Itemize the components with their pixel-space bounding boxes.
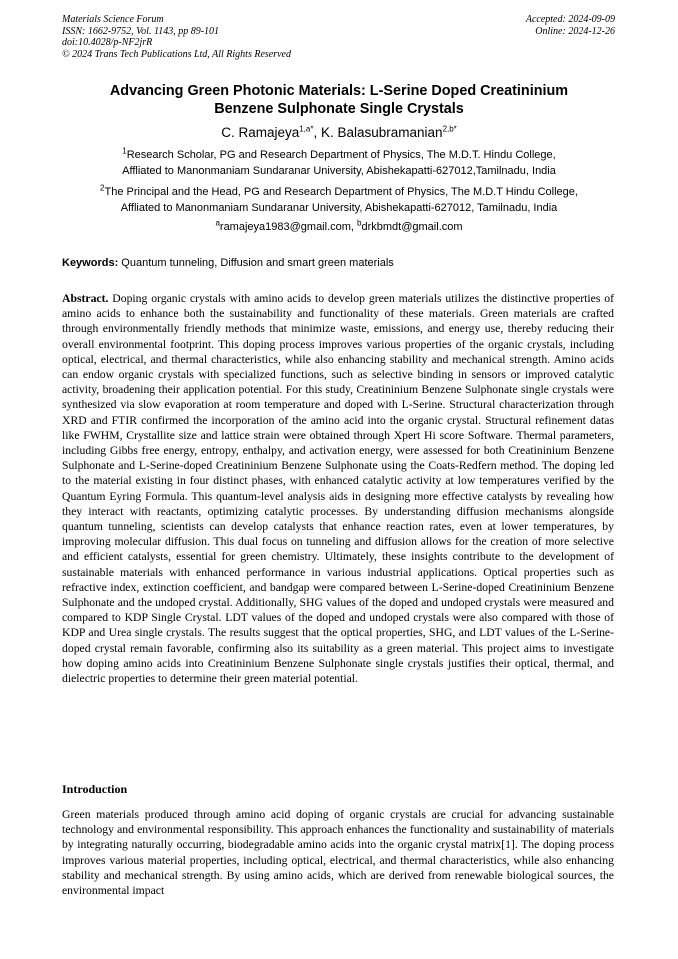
doi-line: doi:10.4028/p-NF2jrR (62, 37, 153, 48)
affiliation-2 (40, 185, 638, 216)
author-1-name: C. Ramajeya (221, 125, 300, 140)
author-1-affiliation-mark: 1,a* (299, 124, 314, 134)
copyright-line: © 2024 Trans Tech Publications Ltd, All Rights Reserved (62, 48, 291, 60)
email-a-mark: a (215, 218, 220, 228)
affiliation-2-line-2: Affliated to Manonmaniam Sundaranar University, Abishekapatti-627012, Tamilnadu, India (120, 201, 558, 214)
abstract-text: Doping organic crystals with amino acids to develop green materials utilizes the distinctive properties of amino acids to enhance both the sustainability and functionality of these materials. Green materials are crafted through environmentally friendly methods that minimize waste, emissions, and energy use, thereby reducing their overall environmental footprint. This doping process improves various properties of the organic crystals, including optical, electrical, and thermal characteristics, while also enhancing stability and mechanical strength. Amino acids can endow organic crystals with specialized functions, such as selective binding in sensors or improved catalytic activity, broadening their application potential. For this study, Creatininium Benzene Sulphonate single crystals were synthesized via slow evaporation at room temperature and doped with L-Serine. Structural characterization through XRD and FTIR confirmed the incorporation of the amino acid into the organic crystal. Structural refinement datas like FWHM, Crystallite size and lattice strain were obtained through Xpert Hi score Software. Thermal parameters, including Gibbs free energy, entropy, enthalpy, and activation energy, were assessed for both Creatininium Benzene Sulphonate and L-Serine-doped Creatininium Benzene Sulphonate using the Coats-Redfern method. The doping led to the material existing in four distinct phases, with enhanced catalytic activity at low temperatures verified by the Quantum Eyring Formula. This quantum-level analysis aids in designing more effective catalysts by revealing how they interact with reactants, optimizing catalytic processes. By understanding diffusion mechanisms alongside quantum tunneling, scientists can develop catalysts that enhance reaction rates, even at lower temperatures, by improving molecular diffusion. This dual focus on tunneling and diffusion allows for the creation of more selective and efficient catalysts, essential for green chemistry. Ultimately, these insights contribute to the development of sustainable materials with enhanced performance in various industrial applications. Optical properties such as refractive index, extinction coefficient, and bandgap were compared between L-Serine-doped Creatininium Benzene Sulphonate and the undoped crystal. Additionally, SHG values of the doped and undoped crystals were measured and compared to KDP Single Crystal. LDT values of the doped and undoped crystals were also compared with those of KDP and Urea single crystals. The results suggest that the optical properties, SHG, and LDT values of the L-Serine-doped crystal remain favorable, confirming also its suitability as a green material. This project aims to investigate how doping amino acids into Creatininium Benzene Sulphonate single crystals justifies their optical, thermal, and dielectric properties to determine their green material potential. (62, 292, 614, 686)
email-separator: , (350, 221, 358, 233)
dates-header (395, 14, 615, 37)
title-line-2: Benzene Sulphonate Single Crystals (214, 101, 464, 117)
author-2-affiliation-mark: 2,b* (442, 124, 457, 134)
journal-name: Materials Science Forum (62, 14, 164, 25)
email-b-mark: b (357, 218, 362, 228)
section-heading-introduction: Introduction (62, 782, 128, 796)
affiliation-1-mark: 1 (122, 146, 127, 156)
affiliation-1-line-2: Affliated to Manonmaniam Sundaranar University, Abishekapatti-627012,Tamilnadu, India (122, 164, 556, 177)
abstract (62, 291, 614, 686)
keywords (62, 256, 618, 270)
issn-line: ISSN: 1662-9752, Vol. 1143, pp 89-101 (62, 25, 220, 37)
author-separator: , (313, 125, 321, 140)
keywords-label: Keywords: (62, 257, 119, 269)
author-2-name: K. Balasubramanian (320, 125, 443, 140)
paper-title (40, 82, 638, 118)
keywords-text: Quantum tunneling, Diffusion and smart green materials (118, 257, 394, 269)
affiliation-2-line-1: The Principal and the Head, PG and Research Department of Physics, The M.D.T Hindu College, (104, 186, 578, 198)
accepted-date: Accepted: 2024-09-09 (525, 14, 615, 25)
email-b[interactable]: drkbmdt@gmail.com (361, 221, 463, 233)
author-emails (40, 220, 638, 235)
abstract-label: Abstract. (62, 292, 109, 305)
title-line-1: Advancing Green Photonic Materials: L-Serine Doped Creatininium (109, 83, 569, 99)
affiliation-1 (40, 148, 638, 179)
email-a[interactable]: ramajeya1983@gmail.com (219, 221, 351, 233)
introduction-paragraph: Green materials produced through amino acid doping of organic crystals are crucial for advancing sustainable technology and environmental responsibility. This approach enhances the functionality and sustainability of materials by integrating naturally occurring, biodegradable amino acids into the organic crystal matrix[1]. The doping process improves various material properties, including optical, electrical, and thermal characteristics, while also enhancing stability and mechanical strength. By using amino acids, which are derived from renewable biological sources, the environmental impact (62, 808, 614, 898)
affiliation-2-mark: 2 (100, 183, 105, 193)
online-date: Online: 2024-12-26 (535, 25, 615, 37)
author-list (40, 124, 638, 141)
affiliation-1-line-1: Research Scholar, PG and Research Department of Physics, The M.D.T. Hindu College, (126, 149, 556, 161)
journal-header (62, 14, 392, 60)
